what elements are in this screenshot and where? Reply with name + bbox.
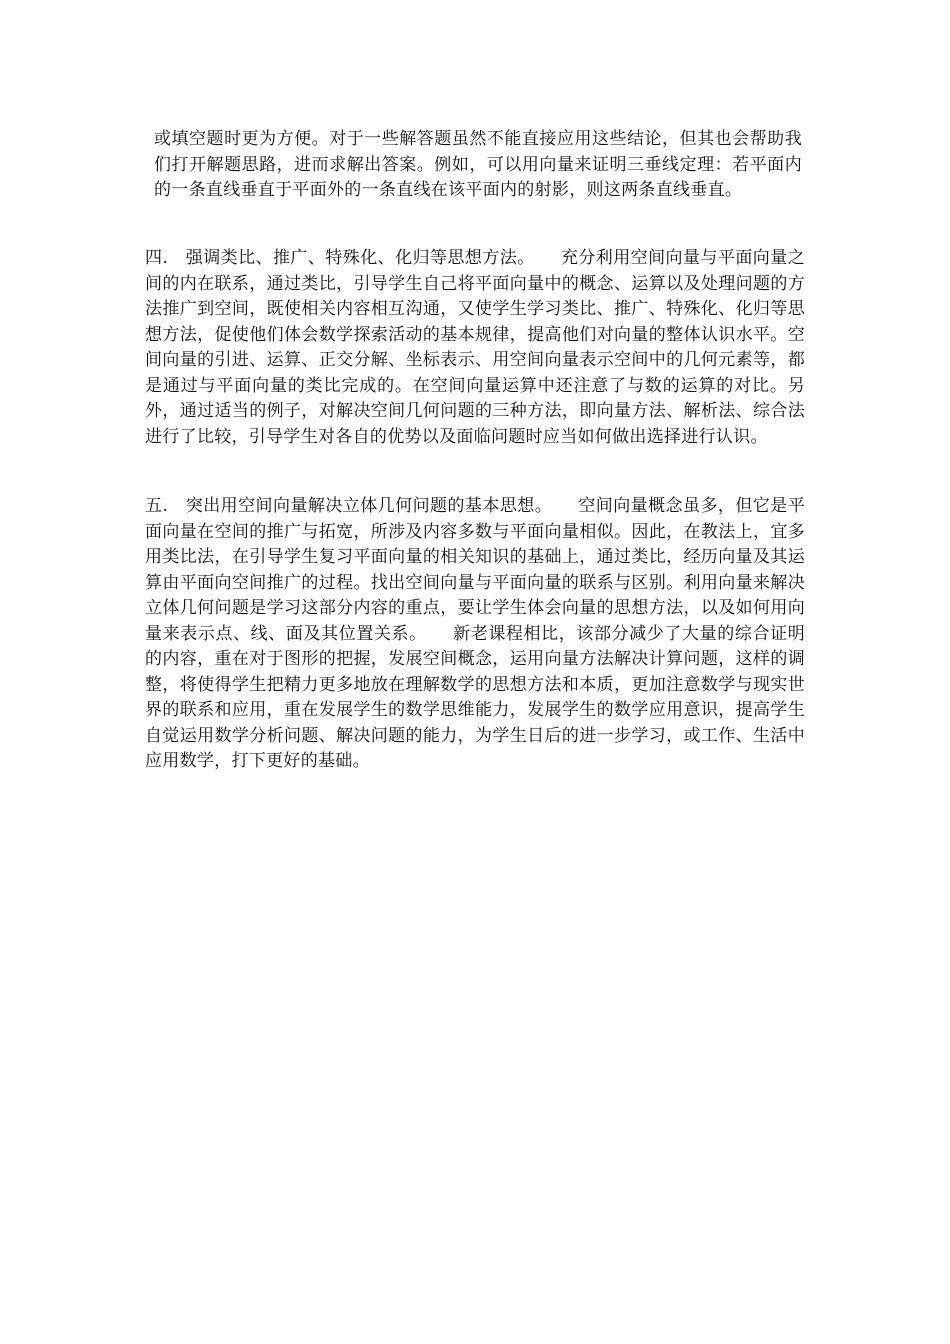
section-five-heading: 五. 突出用空间向量解决立体几何问题的基本思想。 xyxy=(145,496,553,516)
paragraph-continued xyxy=(154,127,802,204)
paragraph-continued-text: 或填空题时更为方便。对于一些解答题虽然不能直接应用这些结论，但其也会帮助我们打开解题思路，进而求解出答案。例如，可以用向量来证明三垂线定理：若平面内的一条直线垂直于平面外的一条直线在该平面内的射影，则这两条直线垂直。 xyxy=(154,129,802,200)
section-five-text-continued: 新老课程相比，该部分减少了大量的综合证明的内容，重在对于图形的把握，发展空间概念，运用向量方法解决计算问题，这样的调整，将使得学生把精力更多地放在理解数学的思想方法和本质，更加注意数学与现实世界的联系和应用，重在发展学生的数学思维能力，发展学生的数学应用意识，提高学生自觉运用数学分析问题、解决问题的能力，为学生日后的进一步学习，或工作、生活中应用数学，打下更好的基础。 xyxy=(145,623,805,771)
section-five-text: 空间向量概念虽多，但它是平面向量在空间的推广与拓宽，所涉及内容多数与平面向量相似。因此，在教法上，宜多用类比法，在引导学生复习平面向量的相关知识的基础上，通过类比，经历向量及其运算由平面向空间推广的过程。找出空间向量与平面向量的联系与区别。利用向量来解决立体几何问题是学习这部分内容的重点，要让学生体会向量的思想方法，以及如何用向量来表示点、线、面及其位置关系。 xyxy=(145,496,805,644)
section-four-heading: 四. 强调类比、推广、特殊化、化归等思想方法。 xyxy=(145,248,535,268)
section-five xyxy=(145,494,805,775)
section-four-text: 充分利用空间向量与平面向量之间的内在联系，通过类比，引导学生自己将平面向量中的概念、运算以及处理问题的方法推广到空间，既使相关内容相互沟通，又使学生学习类比、推广、特殊化、化归等思想方法，促使他们体会数学探索活动的基本规律，提高他们对向量的整体认识水平。空间向量的引进、运算、正交分解、坐标表示、用空间向量表示空间中的几何元素等，都是通过与平面向量的类比完成的。在空间向量运算中还注意了与数的运算的对比。另外，通过适当的例子，对解决空间几何问题的三种方法，即向量方法、解析法、综合法进行了比较，引导学生对各自的优势以及面临问题时应当如何做出选择进行认识。 xyxy=(145,248,805,447)
section-four xyxy=(145,246,805,450)
